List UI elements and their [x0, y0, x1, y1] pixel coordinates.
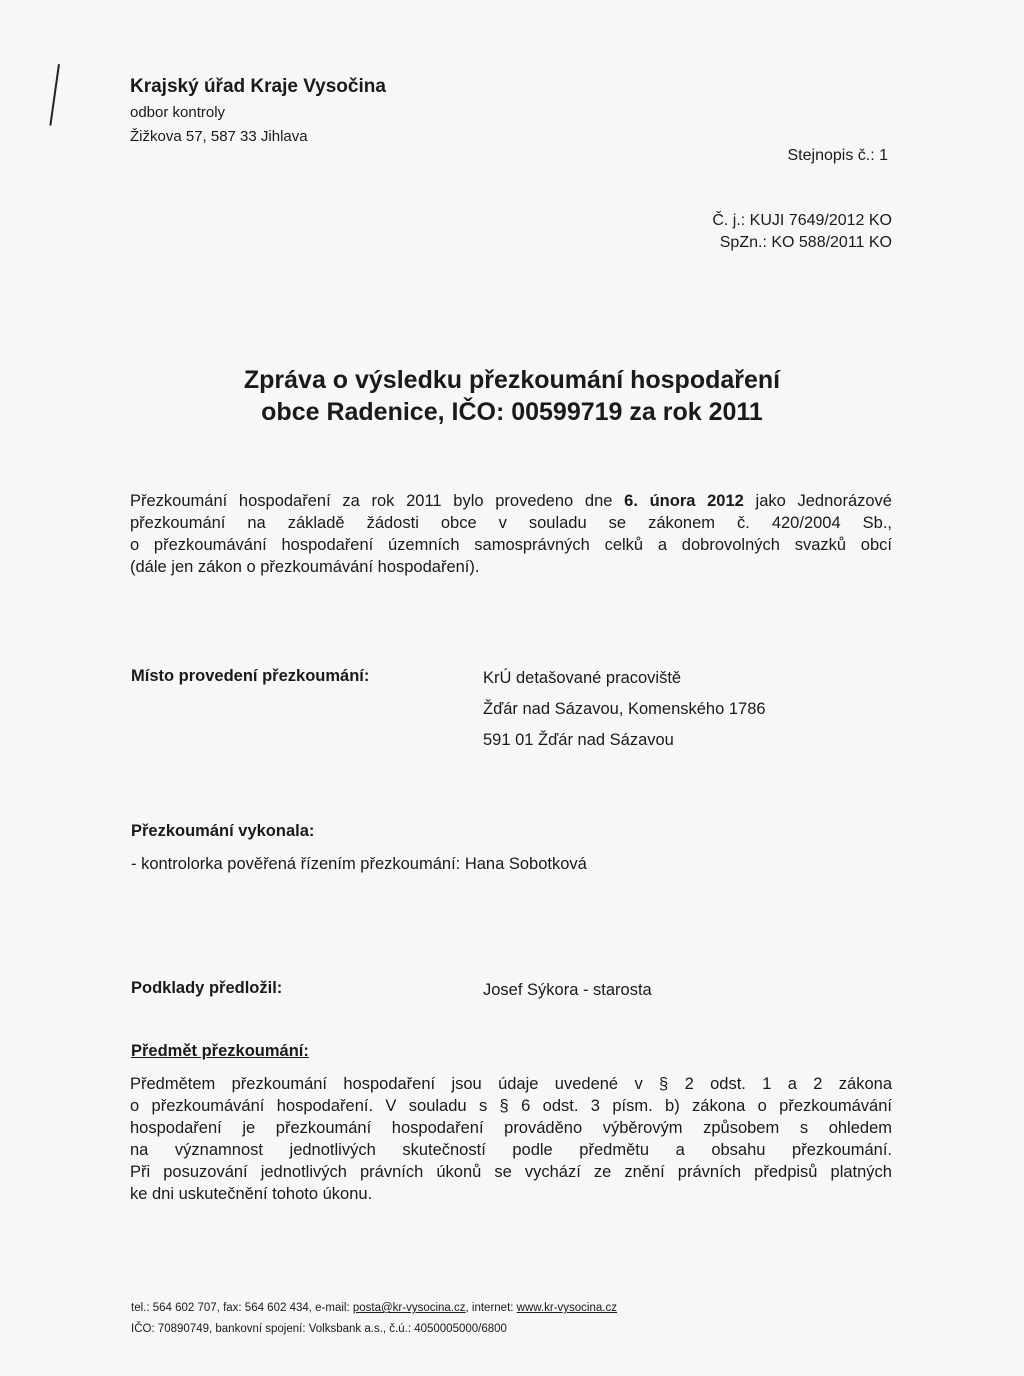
document-title-line-2: obce Radenice, IČO: 00599719 za rok 2011	[261, 398, 763, 426]
footer-contact: tel.: 564 602 707, fax: 564 602 434, e-mail: posta@kr-vysocina.cz, internet: www.kr-vysocina.cz	[131, 1302, 617, 1314]
performed-label: Přezkoumání vykonala:	[131, 822, 315, 840]
intro-line-2: přezkoumání na základě žádosti obce v souladu se zákonem č. 420/2004 Sb.,	[130, 514, 892, 532]
subject-line: hospodaření je přezkoumání hospodaření prováděno výběrovým způsobem s ohledem	[130, 1119, 892, 1137]
org-department: odbor kontroly	[130, 104, 226, 121]
copy-number: Stejnopis č.: 1	[787, 147, 888, 164]
subject-line: Při posuzování jednotlivých právních úkonů se vychází ze znění právních předpisů platných	[130, 1163, 892, 1181]
place-line-1: KrÚ detašované pracoviště	[483, 669, 682, 687]
intro-line-1: Přezkoumání hospodaření za rok 2011 bylo provedeno dne 6. února 2012 jako Jednorázové	[130, 492, 892, 510]
intro-line-3: o přezkoumávání hospodaření územních samosprávných celků a dobrovolných svazků obcí	[130, 536, 892, 554]
subject-paragraph	[130, 1073, 892, 1205]
footer-bank: IČO: 70890749, bankovní spojení: Volksbank a.s., č.ú.: 4050005000/6800	[131, 1323, 507, 1335]
subject-heading: Předmět přezkoumání:	[131, 1042, 309, 1060]
intro-line-4: (dále jen zákon o přezkoumávání hospodaření).	[130, 558, 480, 576]
subject-line: na významnost jednotlivých skutečností podle předmětu a obsahu přezkoumání.	[130, 1141, 892, 1159]
subject-line: Předmětem přezkoumání hospodaření jsou údaje uvedené v § 2 odst. 1 a 2 zákona	[130, 1075, 892, 1093]
subject-line: ke dni uskutečnění tohoto úkonu.	[130, 1185, 373, 1203]
place-label: Místo provedení přezkoumání:	[131, 667, 370, 685]
file-mark: SpZn.: KO 588/2011 KO	[719, 234, 892, 251]
org-name: Krajský úřad Kraje Vysočina	[130, 76, 386, 97]
margin-pen-mark	[49, 64, 60, 126]
subject-line: o přezkoumávání hospodaření. V souladu s § 6 odst. 3 písm. b) zákona o přezkoumávání	[130, 1097, 892, 1115]
website-link[interactable]: www.kr-vysocina.cz	[516, 1302, 617, 1314]
org-address: Žižkova 57, 587 33 Jihlava	[130, 128, 308, 145]
documents-label: Podklady předložil:	[131, 979, 283, 997]
performed-line: - kontrolorka pověřená řízením přezkoumání: Hana Sobotková	[131, 855, 587, 873]
intro-paragraph	[130, 490, 892, 578]
inspection-date: 6. února 2012	[624, 492, 744, 510]
document-title-line-1: Zpráva o výsledku přezkoumání hospodaření	[243, 366, 781, 394]
place-line-3: 591 01 Žďár nad Sázavou	[483, 731, 674, 749]
documents-value: Josef Sýkora - starosta	[483, 981, 652, 999]
email-link[interactable]: posta@kr-vysocina.cz	[352, 1302, 466, 1314]
place-line-2: Žďár nad Sázavou, Komenského 1786	[483, 700, 766, 718]
reference-number: Č. j.: KUJI 7649/2012 KO	[712, 212, 892, 229]
